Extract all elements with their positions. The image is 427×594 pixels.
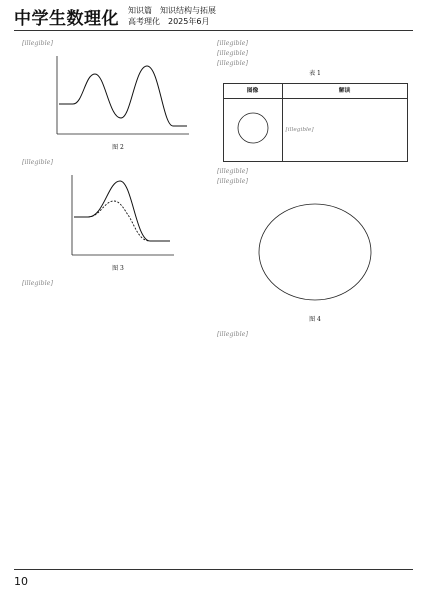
body-paragraph: [illegible] (22, 39, 53, 47)
catalytic-cycle-diagram (235, 190, 395, 314)
table-row (223, 99, 407, 162)
body-paragraph: [illegible] (217, 39, 248, 47)
body-paragraph: [illegible] (22, 279, 53, 287)
table-header-cell-interpretation: 解读 (282, 84, 407, 99)
table-header-cell-image: 图像 (223, 84, 282, 99)
figure-2-caption: 图 2 (112, 144, 124, 151)
page-number: 10 (14, 575, 28, 588)
cycle-diagram (231, 106, 275, 150)
page-header (0, 0, 427, 32)
left-column (22, 38, 214, 288)
figure-4 (235, 190, 395, 314)
right-column (217, 38, 413, 339)
section-heading: [illegible] (217, 49, 248, 57)
header-rule (14, 30, 413, 31)
figure-2 (43, 52, 193, 142)
body-paragraph: [illegible] (22, 158, 53, 166)
footer-rule (14, 569, 413, 570)
journal-logo: 中学生数理化 (14, 9, 119, 29)
table-cell-interpretation: [illegible] (282, 99, 407, 162)
header-section-info (128, 5, 216, 27)
example-problem: [illegible] (217, 177, 248, 185)
catalyst-energy-diagram (58, 171, 178, 263)
body-paragraph: [illegible] (217, 59, 248, 67)
body-paragraph: [illegible] (217, 167, 248, 175)
header-section-line-2: 高考理化 2025年6月 (128, 17, 210, 26)
table-1-caption: 表 1 (309, 70, 321, 77)
table-cell-image (223, 99, 282, 162)
figure-3-caption: 图 3 (112, 265, 124, 272)
energy-profile-diagram (43, 52, 193, 142)
figure-3 (58, 171, 178, 263)
header-section-line-1: 知识篇 知识结构与拓展 (128, 6, 216, 15)
figure-4-caption: 图 4 (309, 316, 321, 323)
table-1 (223, 83, 408, 162)
table-header-row (223, 84, 407, 99)
answer-option: [illegible] (217, 330, 248, 338)
